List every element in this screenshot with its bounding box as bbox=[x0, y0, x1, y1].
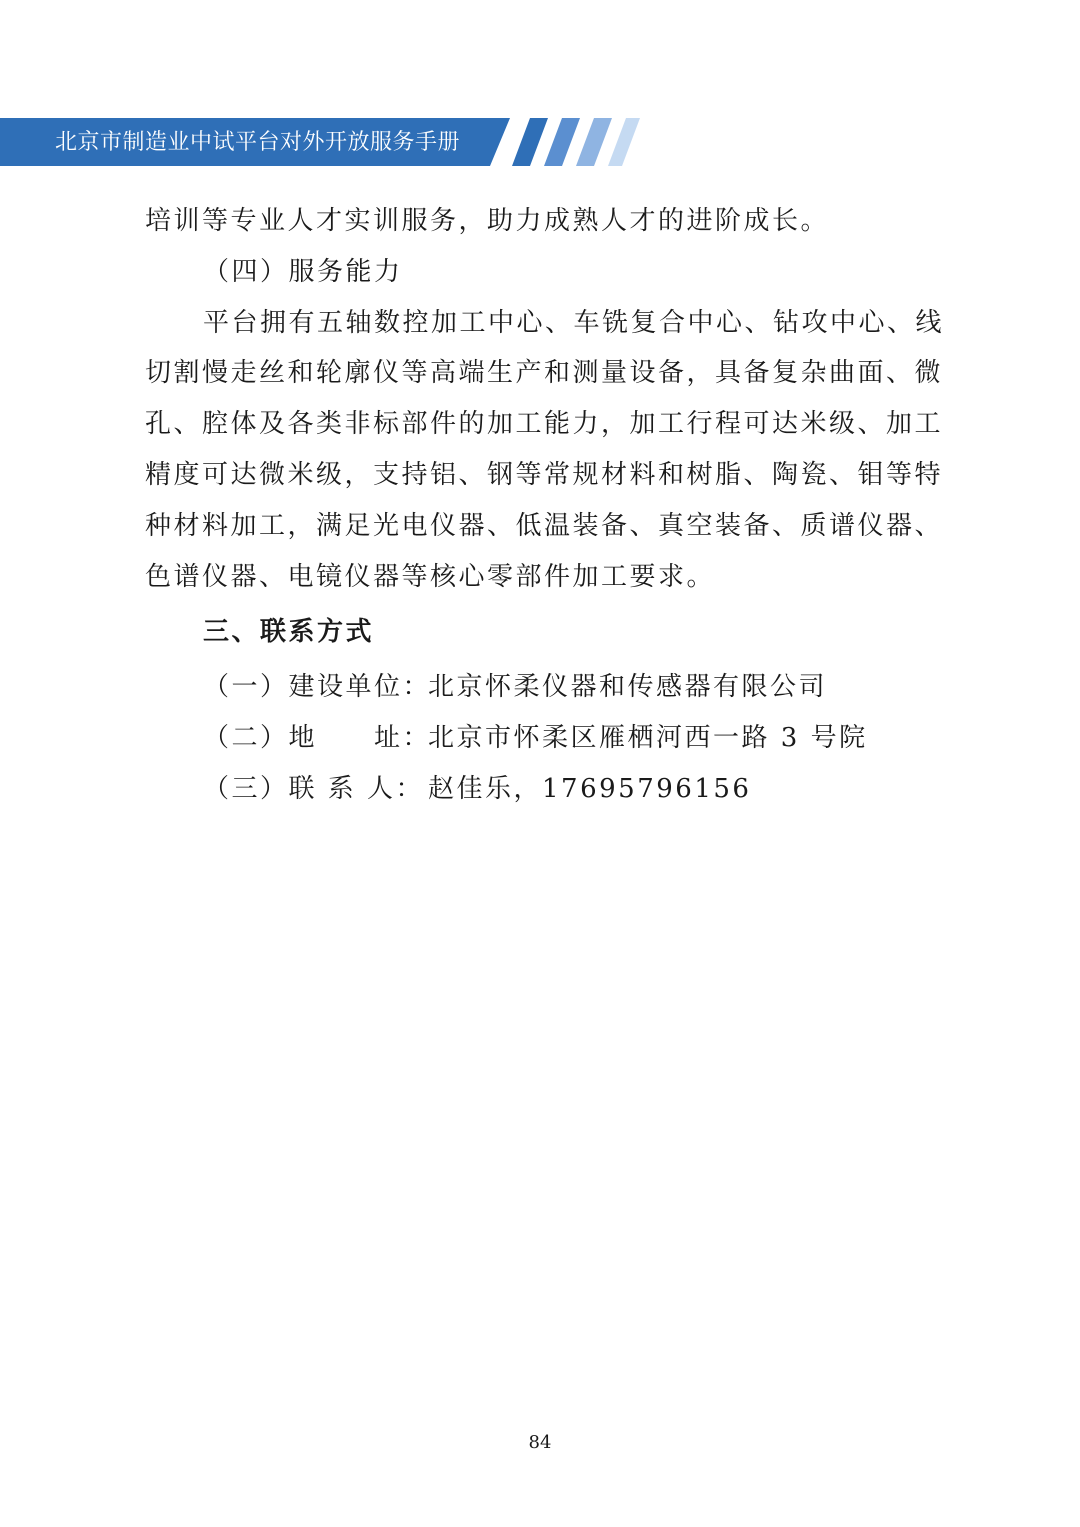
contact-label: （三）联 系 人： bbox=[203, 773, 425, 804]
section-title-service-capability: （四）服务能力 bbox=[203, 256, 403, 287]
contact-row-address bbox=[145, 713, 945, 764]
header-stripe-2 bbox=[544, 118, 580, 166]
contact-value: 北京怀柔仪器和传感器有限公司 bbox=[428, 672, 828, 703]
paragraph-line: 色谱仪器、电镜仪器等核心零部件加工要求。 bbox=[145, 561, 716, 592]
contact-label: （二）地 址： bbox=[203, 723, 432, 754]
header-stripe-3 bbox=[576, 118, 612, 166]
page-content bbox=[145, 196, 945, 815]
paragraph-line: 种材料加工，满足光电仪器、低温装备、真空装备、质谱仪器、 bbox=[145, 510, 944, 541]
header-stripe-1 bbox=[512, 118, 548, 166]
paragraph-line: 切割慢走丝和轮廓仪等高端生产和测量设备，具备复杂曲面、微 bbox=[145, 358, 944, 389]
contact-value: 北京市怀柔区雁栖河西一路 3 号院 bbox=[428, 723, 868, 754]
contact-heading: 三、联系方式 bbox=[203, 617, 375, 648]
contact-value: 赵佳乐，17695796156 bbox=[428, 773, 752, 804]
page-number: 84 bbox=[528, 1432, 552, 1453]
paragraph-line: 孔、腔体及各类非标部件的加工能力，加工行程可达米级、加工 bbox=[145, 409, 944, 440]
header-title: 北京市制造业中试平台对外开放服务手册 bbox=[55, 130, 461, 155]
paragraph-line: 精度可达微米级，支持铝、钢等常规材料和树脂、陶瓷、钼等特 bbox=[145, 459, 944, 490]
header-band bbox=[0, 118, 640, 166]
header-stripe-4 bbox=[608, 118, 640, 166]
contact-label: （一）建设单位： bbox=[203, 672, 432, 703]
contact-row-builder bbox=[145, 662, 945, 713]
contact-row-person bbox=[145, 764, 945, 815]
paragraph-continuation: 培训等专业人才实训服务，助力成熟人才的进阶成长。 bbox=[145, 206, 830, 236]
paragraph-line: 平台拥有五轴数控加工中心、车铣复合中心、钻攻中心、线 bbox=[203, 307, 945, 338]
